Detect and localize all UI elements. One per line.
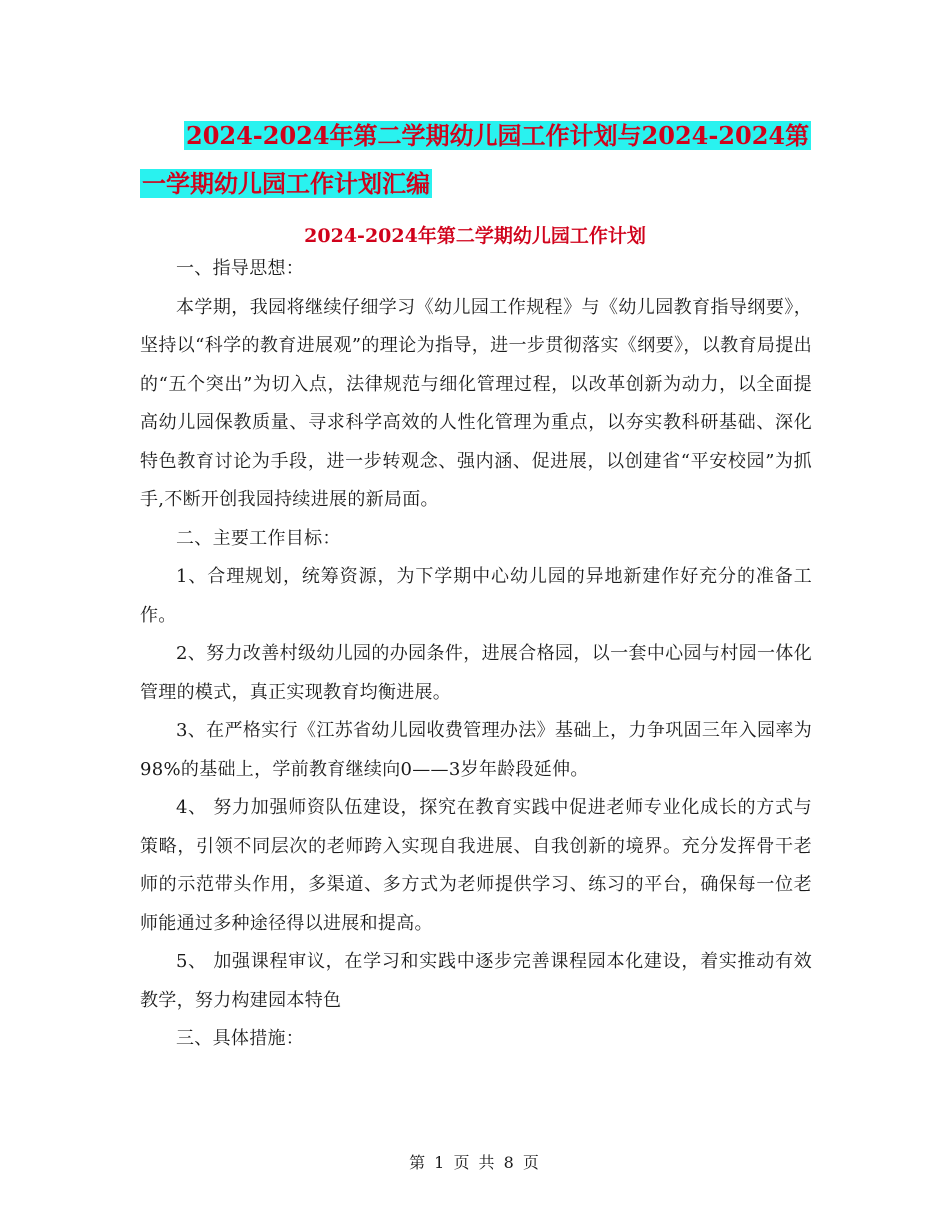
title-highlight: 2024-2024年第二学期幼儿园工作计划与2024-2024第 <box>186 121 810 150</box>
page-footer: 第 1 页 共 8 页 <box>409 1153 541 1172</box>
paragraph: 4、 努力加强师资队伍建设，探究在教育实践中促进老师专业化成长的方式与策略，引领不同层次的老师跨入实现自我进展、自我创新的境界。充分发挥骨干老师的示范带头作用，多渠道、多方式为老师提供学习、练习的平台，确保每一位老师能通过多种途径得以进展和提高。 <box>140 797 812 934</box>
paragraph-heading: 三、具体措施： <box>176 1028 305 1049</box>
paragraph: 本学期，我园将继续仔细学习《幼儿园工作规程》与《幼儿园教育指导纲要》，坚持以“科学的教育进展观”的理论为指导，进一步贯彻落实《纲要》，以教育局提出的“五个突出”为切入点，法律规范与细化管理过程，以改革创新为动力，以全面提高幼儿园保教质量、寻求科学高效的人性化管理为重点，以夯实教科研基础、深化特色教育讨论为手段，进一步转观念、强内涵、促进展，以创建省“平安校园”为抓手,不断开创我园持续进展的新局面。 <box>140 296 812 510</box>
paragraph: 5、 加强课程审议，在学习和实践中逐步完善课程园本化建设，着实推动有效教学，努力构建园本特色 <box>140 951 812 1011</box>
paragraph: 1、合理规划，统筹资源，为下学期中心幼儿园的异地新建作好充分的准备工作。 <box>140 566 812 626</box>
document-title-line-2 <box>140 160 820 208</box>
paragraph: 3、在严格实行《江苏省幼儿园收费管理办法》基础上，力争巩固三年入园率为98%的基础上，学前教育继续向0——3岁年龄段延伸。 <box>140 720 812 780</box>
title-highlight: 一学期幼儿园工作计划汇编 <box>142 169 430 198</box>
document-title-line-1 <box>140 112 820 160</box>
paragraph-heading: 一、指导思想： <box>176 258 305 279</box>
paragraph: 2、努力改善村级幼儿园的办园条件，进展合格园，以一套中心园与村园一体化管理的模式，真正实现教育均衡进展。 <box>140 643 812 703</box>
document-body <box>140 250 812 1059</box>
section-title: 2024-2024年第二学期幼儿园工作计划 <box>304 225 646 247</box>
document-title <box>140 112 820 208</box>
paragraph-heading: 二、主要工作目标： <box>176 527 341 549</box>
